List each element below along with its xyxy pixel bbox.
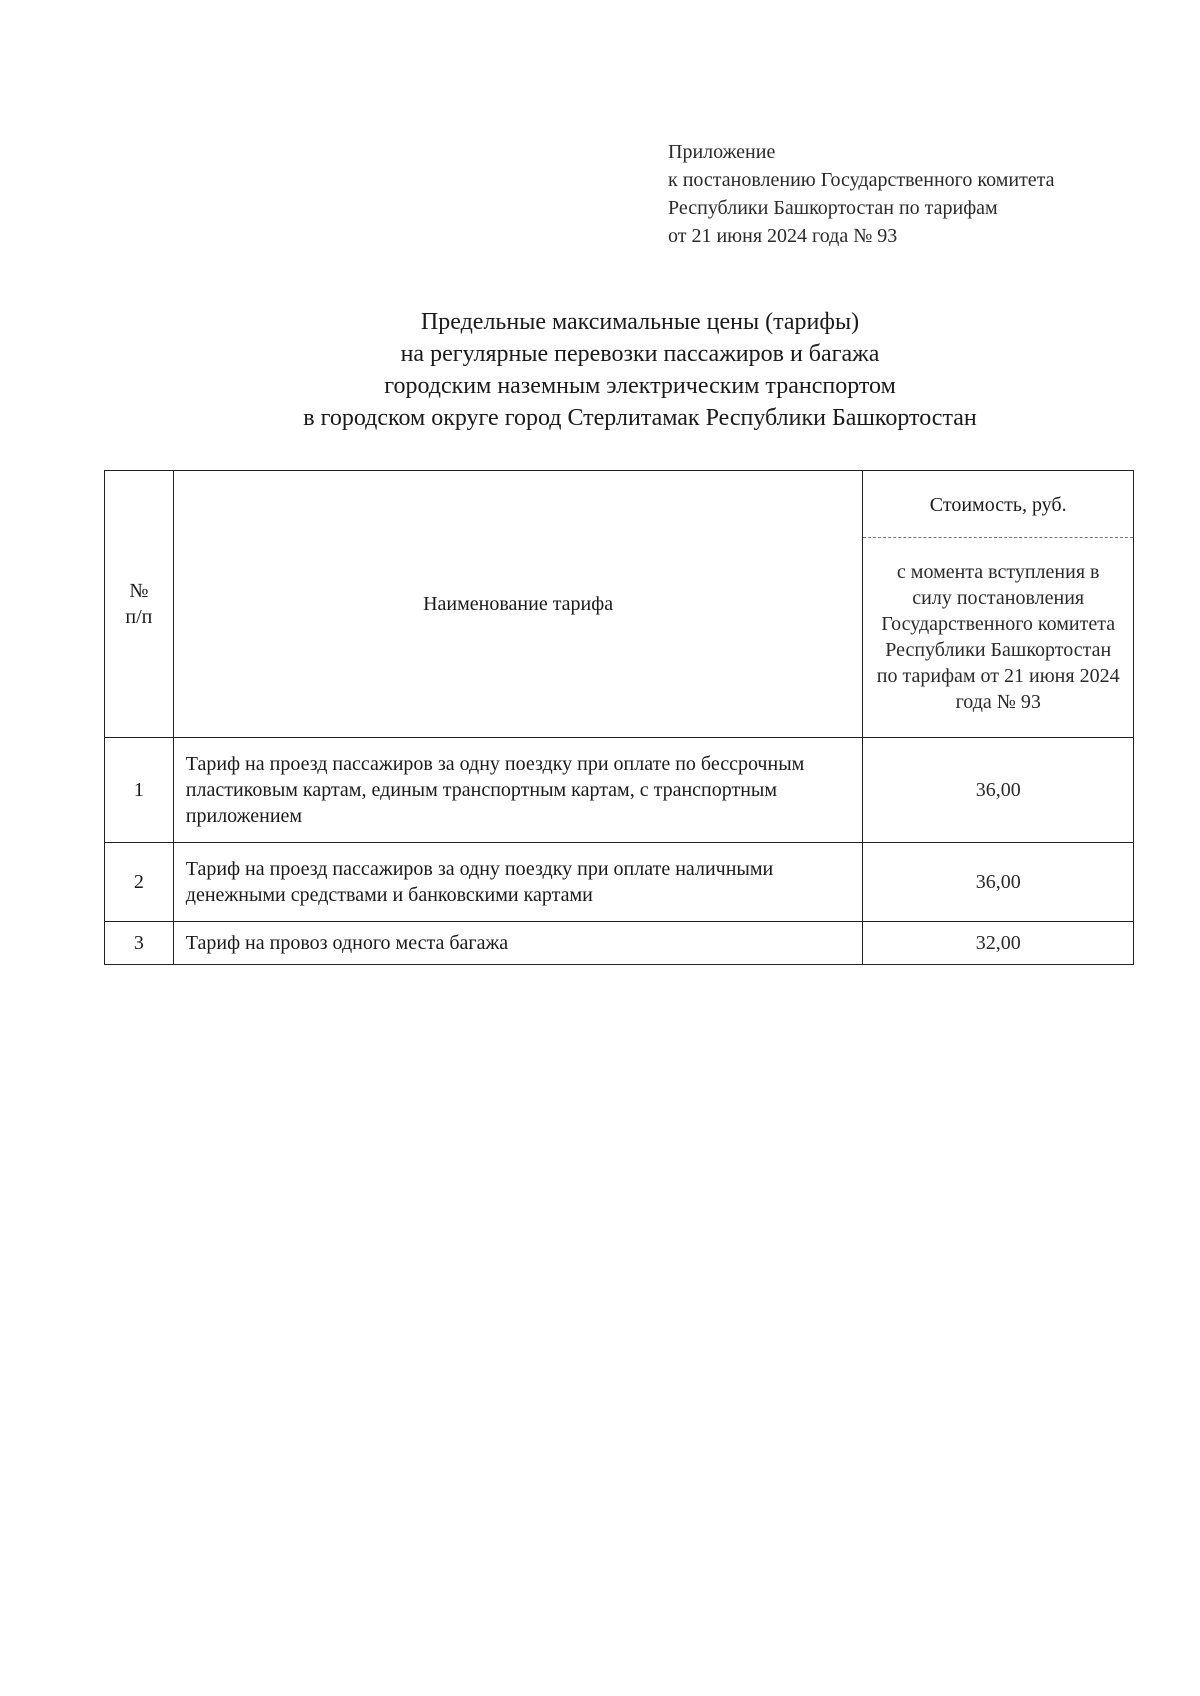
table-row <box>105 738 1134 843</box>
row-tariff-name: Тариф на проезд пассажиров за одну поездку при оплате наличными денежными средствами и банковскими картами <box>173 843 863 922</box>
title-line: в городском округе город Стерлитамак Республики Башкортостан <box>303 405 977 431</box>
title-line: Предельные максимальные цены (тарифы) <box>420 309 860 335</box>
appendix-line: Приложение <box>668 141 776 163</box>
row-cost: 36,00 <box>863 843 1134 922</box>
row-number: 3 <box>105 922 174 965</box>
row-number: 1 <box>105 738 174 843</box>
header-number-symbol: № <box>129 580 149 602</box>
header-tariff-name: Наименование тарифа <box>173 471 863 738</box>
header-number-abbr: п/п <box>125 606 153 628</box>
header-cost-subtitle: с момента вступления в силу постановления Государственного комитета Республики Башкортостан по тарифам от 21 июня 2024 года № 93 <box>876 561 1120 713</box>
title-line: на регулярные перевозки пассажиров и багажа <box>400 341 880 367</box>
table-row <box>105 922 1134 965</box>
appendix-line: к постановлению Государственного комитета <box>668 169 1055 191</box>
row-tariff-name: Тариф на провоз одного места багажа <box>173 922 863 965</box>
appendix-line: от 21 июня 2024 года № 93 <box>668 225 898 247</box>
title-line: городским наземным электрическим транспортом <box>384 373 896 399</box>
row-number: 2 <box>105 843 174 922</box>
header-cost-title: Стоимость, руб. <box>863 472 1133 538</box>
tariff-table <box>104 470 1134 965</box>
document-title <box>0 306 1200 434</box>
appendix-block <box>668 138 1055 250</box>
row-tariff-name: Тариф на проезд пассажиров за одну поездку при оплате по бессрочным пластиковым картам, единым транспортным картам, с транспортным приложением <box>173 738 863 843</box>
row-cost: 32,00 <box>863 922 1134 965</box>
row-cost: 36,00 <box>863 738 1134 843</box>
table-row <box>105 843 1134 922</box>
header-number <box>105 471 174 738</box>
header-cost <box>863 471 1134 738</box>
table-header-row <box>105 471 1134 738</box>
appendix-line: Республики Башкортостан по тарифам <box>668 197 998 219</box>
